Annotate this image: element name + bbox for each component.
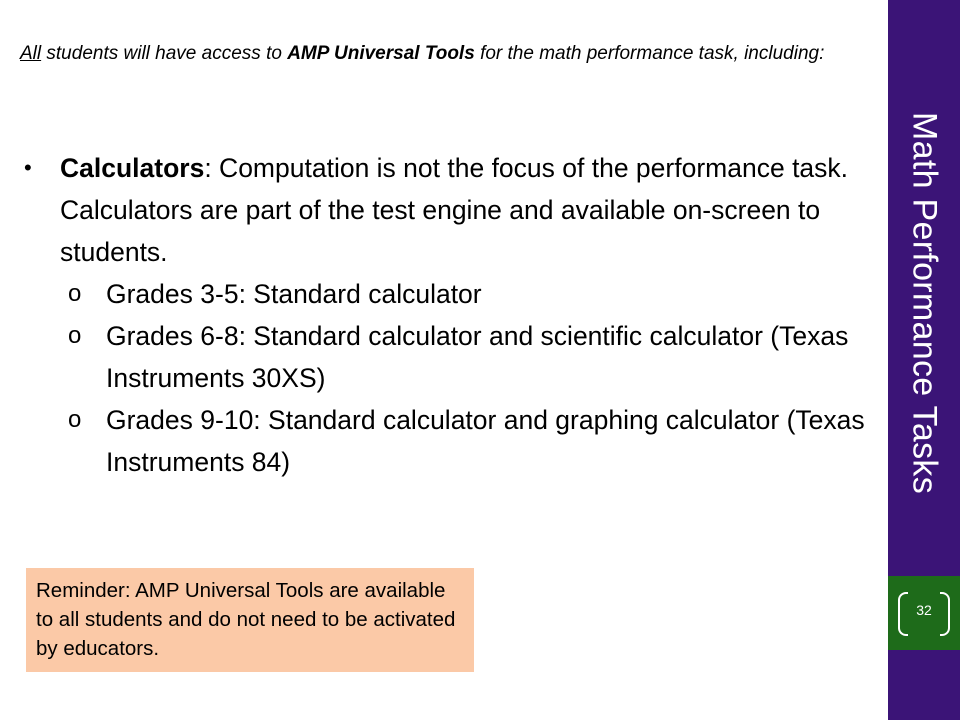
sub-bullet-text: Grades 9-10: Standard calculator and graphing calculator (Texas Instruments 84) (106, 405, 865, 477)
sub-bullet-item (20, 315, 880, 399)
sub-bullet-marker: o (68, 280, 82, 307)
bullet-text: : Computation is not the focus of the performance task. Calculators are part of the test engine and available on-screen to students. (60, 153, 849, 267)
page-number-box (888, 576, 960, 650)
sub-bullet-item (20, 273, 880, 315)
sidebar-title: Math Performance Tasks (905, 111, 944, 494)
bullet-calculators (20, 147, 880, 273)
bullet-list (20, 147, 880, 483)
sub-bullet-text: Grades 6-8: Standard calculator and scientific calculator (Texas Instruments 30XS) (106, 321, 849, 393)
sub-bullet-list (20, 273, 880, 483)
bullet-title: Calculators (60, 153, 205, 183)
intro-emphasis-tools: AMP Universal Tools (287, 43, 475, 64)
intro-text-part: students will have access to (41, 43, 288, 64)
sub-bullet-item (20, 399, 880, 483)
sidebar-title-container (888, 0, 960, 570)
sub-bullet-marker: o (68, 406, 82, 433)
intro-emphasis-all: All (20, 43, 42, 64)
sub-bullet-marker: o (68, 322, 82, 349)
intro-text (20, 38, 860, 69)
reminder-text: Reminder: AMP Universal Tools are available to all students and do not need to be activated by educators. (36, 579, 456, 660)
page-number: 32 (916, 602, 932, 618)
reminder-box (26, 568, 474, 672)
intro-text-part: for the math performance task, including: (474, 43, 825, 64)
sub-bullet-text: Grades 3-5: Standard calculator (106, 279, 482, 309)
bullet-marker: • (24, 155, 32, 180)
